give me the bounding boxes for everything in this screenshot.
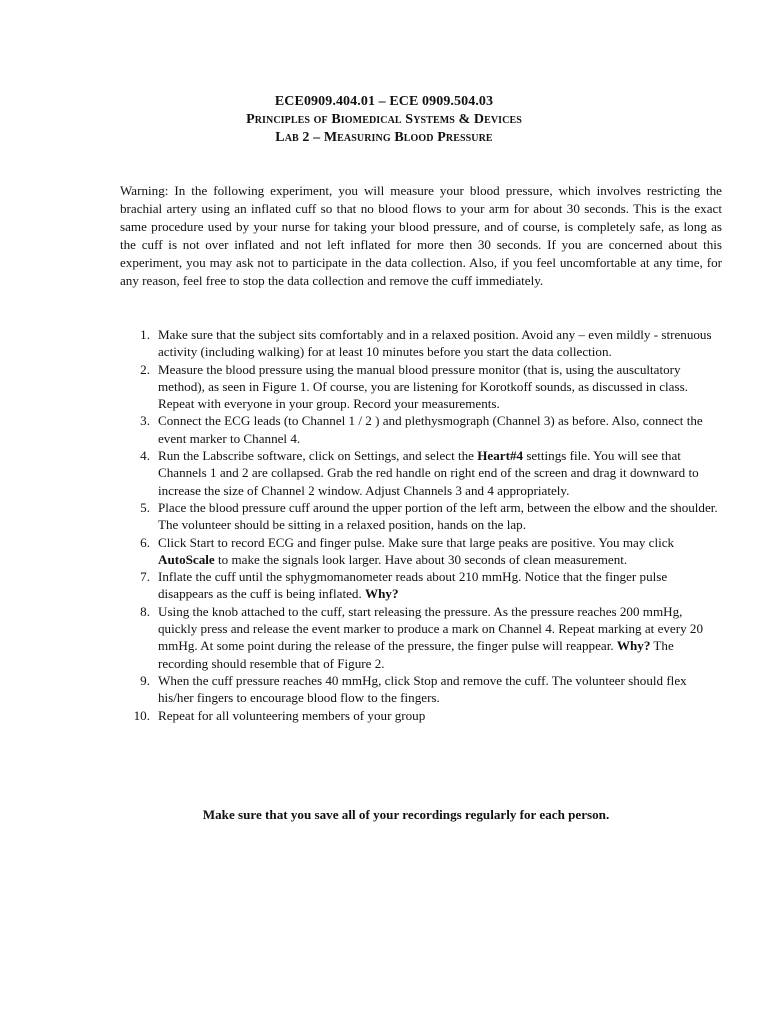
step-text: [158, 448, 699, 498]
step-text: Connect the ECG leads (to Channel 1 / 2 ) and plethysmograph (Channel 3) as before. Also, connect the event marker to Channel 4.: [158, 413, 703, 446]
step-number: 3.: [140, 413, 150, 429]
step-item: [120, 534, 722, 569]
step-text-bold: Why?: [616, 638, 651, 654]
step-item: [120, 499, 722, 534]
step-item: [120, 412, 722, 447]
step-number: 9.: [140, 672, 150, 688]
step-number: 8.: [140, 603, 150, 619]
step-text: [158, 604, 703, 671]
step-text-pre: Run the Labscribe software, click on Settings, and select the: [158, 448, 478, 464]
document-header: [0, 93, 768, 147]
step-item: [120, 361, 722, 413]
step-text-bold: Heart#4: [477, 448, 524, 464]
step-item: [120, 326, 722, 361]
step-number: 7.: [140, 569, 150, 585]
step-text-pre: Using the knob attached to the cuff, start releasing the pressure. As the pressure reaches 200 mmHg, quickly press and release the event marker to produce a mark on Channel 4. Repeat marking at every 20 mmHg. At some point during the release of the pressure, the finger pulse will reappear.: [158, 603, 704, 654]
save-reminder: Make sure that you save all of your recordings regularly for each person.: [202, 807, 610, 822]
course-codes: ECE0909.404.01 – ECE 0909.504.03: [274, 94, 494, 109]
step-item: [120, 603, 722, 672]
step-number: 4.: [140, 448, 150, 464]
step-text-bold: Why?: [365, 586, 399, 602]
lab-title: Lab 2 – Measuring Blood Pressure: [275, 130, 493, 145]
step-number: 1.: [140, 327, 150, 342]
step-text: Measure the blood pressure using the manual blood pressure monitor (that is, using the auscultatory method), as seen in Figure 1. Of course, you are listening for Korotkoff sounds, as discussed in class. Repeat with everyone in your group. Record your measurements.: [158, 361, 688, 412]
step-text: [158, 569, 667, 601]
warning-paragraph: Warning: In the following experiment, you will measure your blood pressure, which involves restricting the brachial artery using an inflated cuff so that no blood flows to your arm for about 30 seconds. This is the exact same procedure used by your nurse for taking your blood pressure, and of course, is completely safe, as long as the cuff is not over inflated and not left inflated for more then 30 seconds. If you are concerned about this experiment, you may ask not to participate in the data collection. Also, if you feel uncomfortable at any time, for any reason, feel free to stop the data collection and remove the cuff immediately.: [120, 183, 722, 288]
step-text-pre: Click Start to record ECG and finger pulse. Make sure that large peaks are positive. You may click: [158, 534, 675, 550]
step-text-post: The recording should resemble that of Figure 2.: [158, 638, 674, 671]
step-text: [158, 535, 674, 567]
step-item: [120, 447, 722, 499]
step-text-post: to make the signals look larger. Have about 30 seconds of clean measurement.: [214, 551, 628, 567]
step-text-post: settings file. You will see that Channels 1 and 2 are collapsed. Grab the red handle on right end of the screen and drag it downward to increase the size of Channel 2 window. Adjust Channels 3 and 4 appropriately.: [158, 448, 699, 498]
step-item: [120, 672, 722, 707]
step-item: [120, 568, 722, 603]
step-text: Repeat for all volunteering members of your group: [158, 707, 426, 723]
step-number: 2.: [140, 361, 150, 377]
step-number: 5.: [140, 499, 150, 515]
procedure-steps: [120, 326, 722, 724]
course-title: Principles of Biomedical Systems & Devices: [246, 112, 522, 127]
step-number: 6.: [140, 534, 150, 550]
step-item: [120, 707, 722, 724]
step-text-pre: Inflate the cuff until the sphygmomanometer reads about 210 mmHg. Notice that the finger pulse disappears as the cuff is being inflated.: [158, 569, 668, 602]
step-text: Place the blood pressure cuff around the upper portion of the left arm, between the elbow and the shoulder. The volunteer should be sitting in a relaxed position, hands on the lap.: [158, 499, 718, 533]
step-text: When the cuff pressure reaches 40 mmHg, click Stop and remove the cuff. The volunteer should flex his/her fingers to encourage blood flow to the fingers.: [158, 672, 687, 706]
step-number: 10.: [133, 707, 150, 723]
step-text: Make sure that the subject sits comfortably and in a relaxed position. Avoid any – even mildly - strenuous activity (including walking) for at least 10 minutes before you start the data collection.: [158, 327, 712, 360]
step-text-bold: AutoScale: [158, 551, 215, 567]
